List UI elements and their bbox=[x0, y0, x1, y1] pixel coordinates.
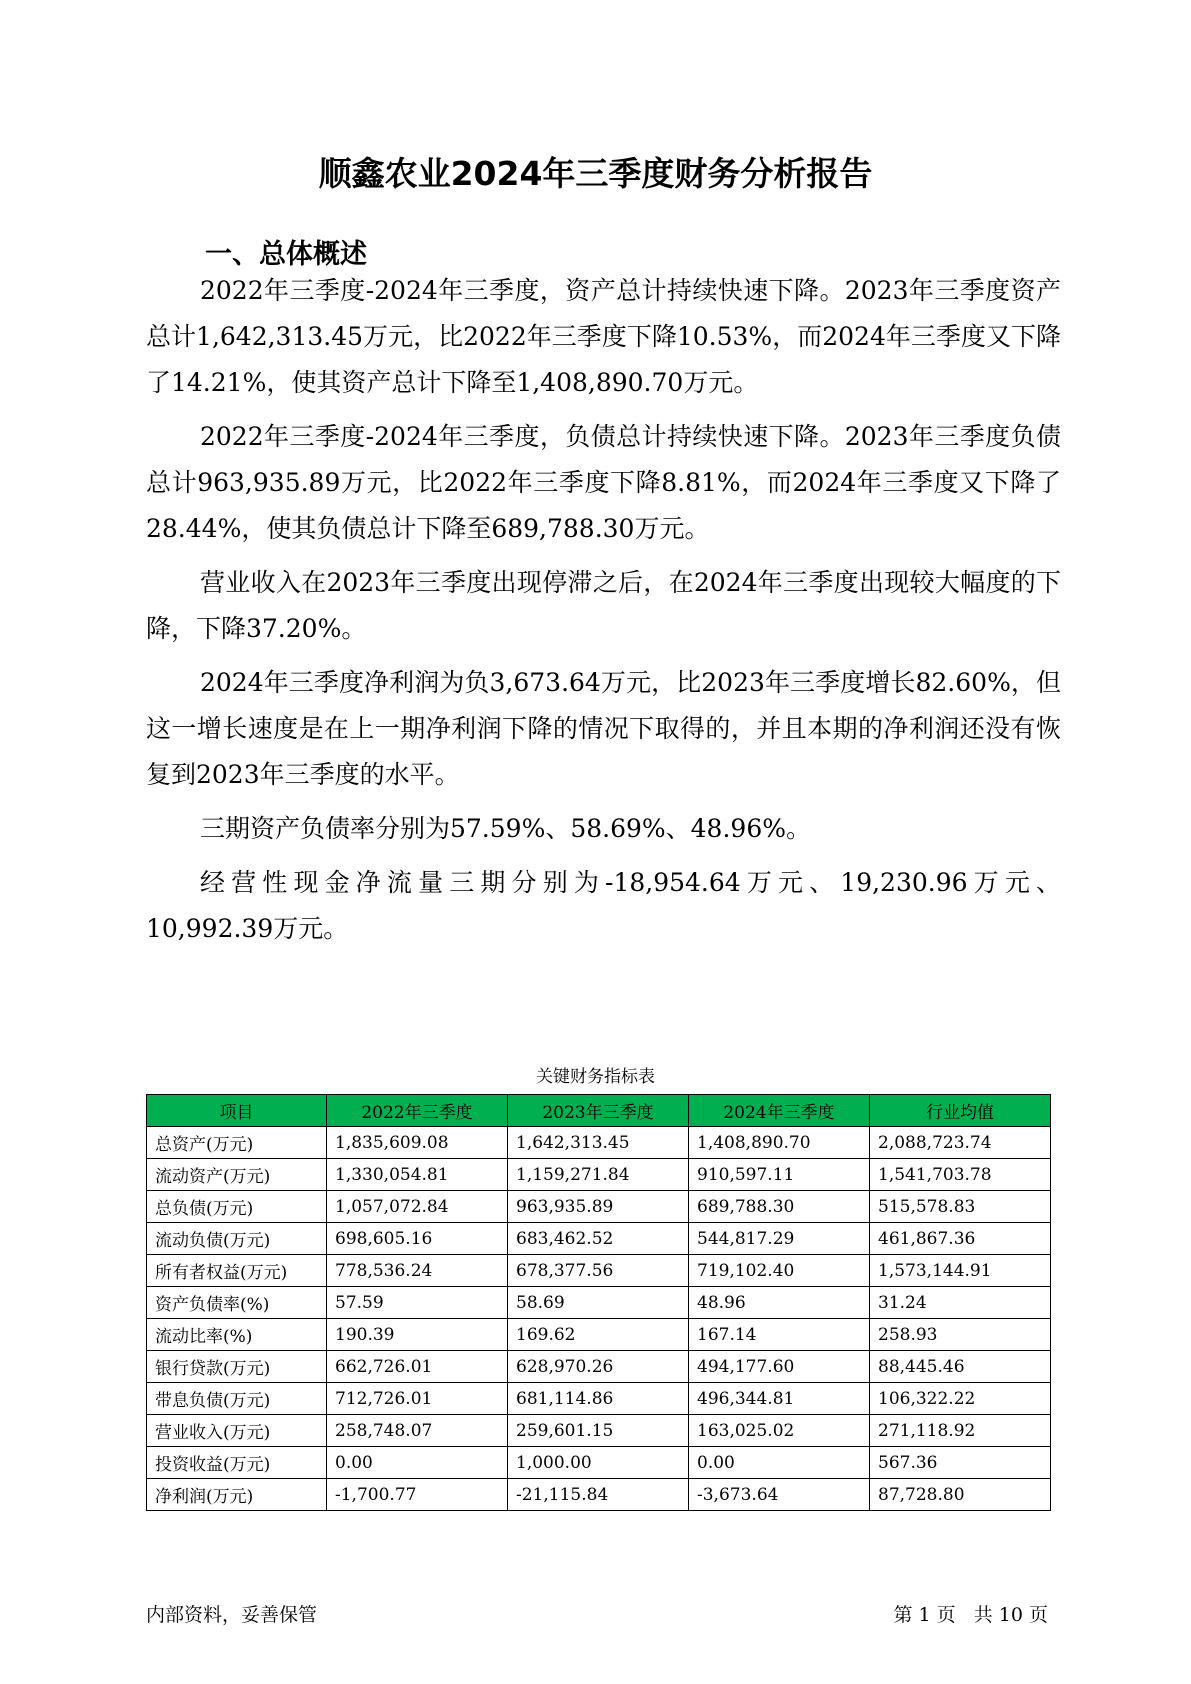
value-cell: 963,935.89 bbox=[508, 1191, 689, 1223]
value-cell: 567.36 bbox=[870, 1447, 1051, 1479]
report-title: 顺鑫农业2024年三季度财务分析报告 bbox=[318, 154, 873, 193]
row-label-cell: 所有者权益(万元) bbox=[147, 1255, 327, 1287]
value-cell: 1,057,072.84 bbox=[327, 1191, 508, 1223]
value-cell: 778,536.24 bbox=[327, 1255, 508, 1287]
value-cell: 1,573,144.91 bbox=[870, 1255, 1051, 1287]
value-cell: -21,115.84 bbox=[508, 1479, 689, 1511]
value-cell: 1,835,609.08 bbox=[327, 1127, 508, 1159]
value-cell: 712,726.01 bbox=[327, 1383, 508, 1415]
row-label-cell: 银行贷款(万元) bbox=[147, 1351, 327, 1383]
value-cell: 163,025.02 bbox=[689, 1415, 870, 1447]
value-cell: 1,330,054.81 bbox=[327, 1159, 508, 1191]
header-2022-q3: 2022年三季度 bbox=[327, 1095, 508, 1127]
value-cell: 88,445.46 bbox=[870, 1351, 1051, 1383]
table-row bbox=[147, 1127, 1051, 1159]
table-row bbox=[147, 1191, 1051, 1223]
value-cell: 58.69 bbox=[508, 1287, 689, 1319]
row-label-cell: 带息负债(万元) bbox=[147, 1383, 327, 1415]
section-heading: 一、总体概述 bbox=[205, 239, 367, 270]
paragraph-liabilities: 2022年三季度-2024年三季度，负债总计持续快速下降。2023年三季度负债总计963,935.89万元，比2022年三季度下降8.81%，而2024年三季度又下降了28.44%，使其负债总计下降至689,788.30万元。 bbox=[146, 422, 1061, 543]
table-row bbox=[147, 1479, 1051, 1511]
row-label-cell: 总负债(万元) bbox=[147, 1191, 327, 1223]
header-industry-average: 行业均值 bbox=[870, 1095, 1051, 1127]
value-cell: -1,700.77 bbox=[327, 1479, 508, 1511]
table-row bbox=[147, 1159, 1051, 1191]
table-caption: 关键财务指标表 bbox=[536, 1067, 655, 1087]
paragraph-assets: 2022年三季度-2024年三季度，资产总计持续快速下降。2023年三季度资产总计1,642,313.45万元，比2022年三季度下降10.53%，而2024年三季度又下降了14.21%，使其资产总计下降至1,408,890.70万元。 bbox=[146, 276, 1061, 397]
value-cell: 1,541,703.78 bbox=[870, 1159, 1051, 1191]
value-cell: 494,177.60 bbox=[689, 1351, 870, 1383]
table-row bbox=[147, 1223, 1051, 1255]
row-label-cell: 投资收益(万元) bbox=[147, 1447, 327, 1479]
row-label-cell: 净利润(万元) bbox=[147, 1479, 327, 1511]
value-cell: 271,118.92 bbox=[870, 1415, 1051, 1447]
paragraph-debt-ratio: 三期资产负债率分别为57.59%、58.69%、48.96%。 bbox=[200, 814, 811, 843]
header-2023-q3: 2023年三季度 bbox=[508, 1095, 689, 1127]
table-row bbox=[147, 1287, 1051, 1319]
value-cell: 190.39 bbox=[327, 1319, 508, 1351]
value-cell: 515,578.83 bbox=[870, 1191, 1051, 1223]
value-cell: 496,344.81 bbox=[689, 1383, 870, 1415]
value-cell: 31.24 bbox=[870, 1287, 1051, 1319]
value-cell: 258.93 bbox=[870, 1319, 1051, 1351]
value-cell: 0.00 bbox=[327, 1447, 508, 1479]
table-row bbox=[147, 1351, 1051, 1383]
value-cell: 662,726.01 bbox=[327, 1351, 508, 1383]
value-cell: 57.59 bbox=[327, 1287, 508, 1319]
value-cell: 0.00 bbox=[689, 1447, 870, 1479]
table-row bbox=[147, 1383, 1051, 1415]
row-label-cell: 总资产(万元) bbox=[147, 1127, 327, 1159]
row-label-cell: 流动比率(%) bbox=[147, 1319, 327, 1351]
value-cell: 169.62 bbox=[508, 1319, 689, 1351]
value-cell: 48.96 bbox=[689, 1287, 870, 1319]
value-cell: 681,114.86 bbox=[508, 1383, 689, 1415]
table-body bbox=[147, 1127, 1051, 1511]
table-header-row bbox=[147, 1095, 1051, 1127]
paragraph-cash-flow: 经营性现金净流量三期分别为-18,954.64万元、19,230.96万元、10,992.39万元。 bbox=[146, 868, 1061, 943]
table-row bbox=[147, 1319, 1051, 1351]
value-cell: 683,462.52 bbox=[508, 1223, 689, 1255]
value-cell: 544,817.29 bbox=[689, 1223, 870, 1255]
footer-confidential-note: 内部资料，妥善保管 bbox=[146, 1604, 318, 1626]
paragraph-net-profit: 2024年三季度净利润为负3,673.64万元，比2023年三季度增长82.60%，但这一增长速度是在上一期净利润下降的情况下取得的，并且本期的净利润还没有恢复到2023年三季度的水平。 bbox=[146, 668, 1061, 789]
value-cell: 1,642,313.45 bbox=[508, 1127, 689, 1159]
row-label-cell: 流动负债(万元) bbox=[147, 1223, 327, 1255]
value-cell: 167.14 bbox=[689, 1319, 870, 1351]
value-cell: 698,605.16 bbox=[327, 1223, 508, 1255]
value-cell: 719,102.40 bbox=[689, 1255, 870, 1287]
value-cell: 461,867.36 bbox=[870, 1223, 1051, 1255]
key-financial-indicators-table bbox=[146, 1094, 1051, 1511]
row-label-cell: 流动资产(万元) bbox=[147, 1159, 327, 1191]
value-cell: -3,673.64 bbox=[689, 1479, 870, 1511]
value-cell: 1,159,271.84 bbox=[508, 1159, 689, 1191]
value-cell: 1,408,890.70 bbox=[689, 1127, 870, 1159]
header-2024-q3: 2024年三季度 bbox=[689, 1095, 870, 1127]
row-label-cell: 营业收入(万元) bbox=[147, 1415, 327, 1447]
header-item: 项目 bbox=[147, 1095, 327, 1127]
table-row bbox=[147, 1447, 1051, 1479]
value-cell: 259,601.15 bbox=[508, 1415, 689, 1447]
value-cell: 678,377.56 bbox=[508, 1255, 689, 1287]
footer-page-number: 第 1 页 共 10 页 bbox=[893, 1604, 1048, 1626]
value-cell: 106,322.22 bbox=[870, 1383, 1051, 1415]
value-cell: 910,597.11 bbox=[689, 1159, 870, 1191]
value-cell: 258,748.07 bbox=[327, 1415, 508, 1447]
value-cell: 628,970.26 bbox=[508, 1351, 689, 1383]
table-row bbox=[147, 1415, 1051, 1447]
value-cell: 2,088,723.74 bbox=[870, 1127, 1051, 1159]
value-cell: 87,728.80 bbox=[870, 1479, 1051, 1511]
value-cell: 1,000.00 bbox=[508, 1447, 689, 1479]
table-row bbox=[147, 1255, 1051, 1287]
row-label-cell: 资产负债率(%) bbox=[147, 1287, 327, 1319]
value-cell: 689,788.30 bbox=[689, 1191, 870, 1223]
paragraph-revenue: 营业收入在2023年三季度出现停滞之后，在2024年三季度出现较大幅度的下降，下降37.20%。 bbox=[146, 568, 1061, 643]
